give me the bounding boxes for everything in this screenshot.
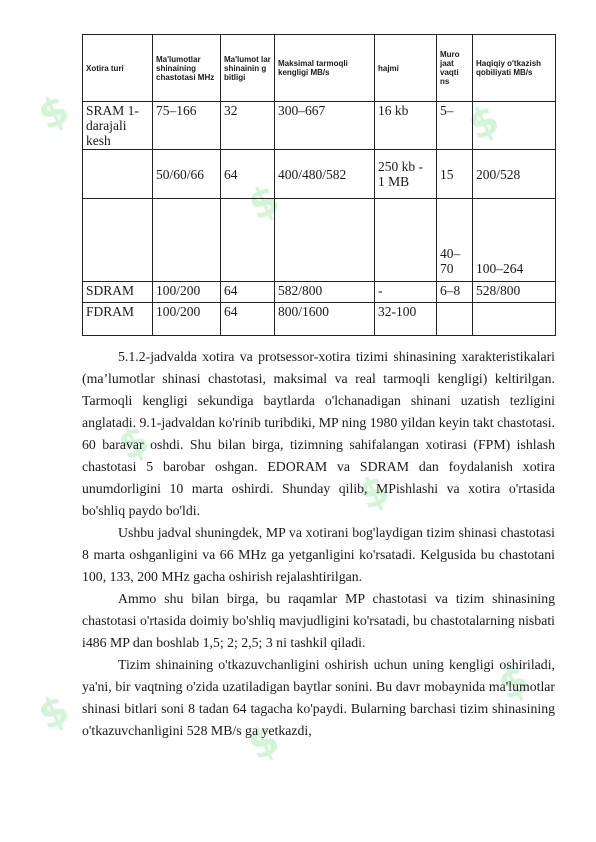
memory-bus-table — [82, 34, 556, 336]
table-cell: 100/200 — [153, 303, 221, 336]
watermark-glyph: $ — [241, 176, 287, 230]
table-cell: 5– — [437, 102, 473, 150]
watermark-glyph: $ — [111, 416, 157, 470]
header-cell: Ma'lumotlar shinaining chastotasi MHz — [153, 35, 221, 102]
table-cell: 100–264 — [473, 199, 556, 282]
table-cell: 64 — [221, 303, 275, 336]
header-cell: Maksimal tarmoqli kengligi MB/s — [275, 35, 375, 102]
table-cell: 400/480/582 — [275, 150, 375, 199]
table-row — [83, 102, 556, 150]
table-cell: SRAM 1-darajali kesh — [83, 102, 153, 150]
header-cell: Muro jaat vaqti ns — [437, 35, 473, 102]
paragraph: Ammo shu bilan birga, bu raqamlar MP chastotasi va tizim shinasining chastotasi o'rtasida doimiy bo'shliq mavjudligini ko'rsatadi, bu chastotalarning nisbati i486 MP dan boshlab 1,5; 2; 2,5; 3 ni tashkil qiladi. — [82, 591, 555, 650]
table-header-row — [83, 35, 556, 102]
table-cell: 100/200 — [153, 282, 221, 303]
table-row — [83, 199, 556, 282]
table-cell — [83, 199, 153, 282]
watermark-glyph: $ — [461, 96, 507, 150]
table-cell: 582/800 — [275, 282, 375, 303]
table-cell: 16 kb — [375, 102, 437, 150]
header-cell: Xotira turi — [83, 35, 153, 102]
table-cell: 50/60/66 — [153, 150, 221, 199]
table-cell: 800/1600 — [275, 303, 375, 336]
table-cell: 40–70 — [437, 199, 473, 282]
table-cell — [473, 303, 556, 336]
paragraph: Tizim shinaining o'tkazuvchanligini oshirish uchun uning kengligi oshiriladi, ya'ni, bir vaqtning o'zida uzatiladigan baytlar sonini. Bu davr mobaynida ma'lumotlar shinasi bitlari soni 8 tadan 64 tagacha ko'paydi. Bularning barchasi tizim shinasining o'tkazuvchanligini 528 MB/s ga yetkazdi, — [82, 657, 555, 738]
table-cell: 32-100 — [375, 303, 437, 336]
table-cell — [437, 303, 473, 336]
table-cell: 32 — [221, 102, 275, 150]
table-cell: 6–8 — [437, 282, 473, 303]
paragraph: 5.1.2-jadvalda xotira va protsessor-xotira tizimi shinasining xarakteristikalari (ma’lumotlar shinasi chastotasi, maksimal va real tarmoqli kengligi) keltirilgan. Tarmoqli kengligi sekundiga baytlarda o'lchanadigan shinani uzatish tezligini anglatadi. 9.1-jadvaldan ko'rinib turibdiki, MP ning 1980 yildan keyin takt chastotasi. 60 baravar oshdi. Shu bilan birga, tizimning sahifalangan xotirasi (FPM) ishlash chastotasi 5 barobar oshgan. EDORAM va SDRAM dan foydalanish xotira unumdorligini 10 marta oshirdi. Shunday qilib, MPishlashi va xotira o'rtasida bo'shliq paydo bo'ldi. — [82, 349, 555, 518]
header-cell: Ma'lumot lar shinainin g bitligi — [221, 35, 275, 102]
table-cell: 64 — [221, 150, 275, 199]
paragraph: Ushbu jadval shuningdek, MP va xotirani bog'laydigan tizim shinasi chastotasi 8 marta oshganligini va 66 MHz ga yetganligini ko'rsatadi. Kelgusida bu chastotani 100, 133, 200 MHz gacha oshirish rejalashtirilgan. — [82, 525, 555, 584]
watermark-glyph: $ — [491, 656, 537, 710]
table-cell: - — [375, 282, 437, 303]
table-cell: 250 kb - 1 MB — [375, 150, 437, 199]
table-cell — [221, 199, 275, 282]
table-row — [83, 303, 556, 336]
table-cell: 15 — [437, 150, 473, 199]
table-cell — [275, 199, 375, 282]
table-cell — [83, 150, 153, 199]
table-cell — [153, 199, 221, 282]
table-cell: FDRAM — [83, 303, 153, 336]
table-row — [83, 282, 556, 303]
table-cell: 75–166 — [153, 102, 221, 150]
table-cell: SDRAM — [83, 282, 153, 303]
watermark-glyph: $ — [351, 466, 397, 520]
table-cell: 200/528 — [473, 150, 556, 199]
table-cell — [473, 102, 556, 150]
table-cell: 64 — [221, 282, 275, 303]
header-cell: hajmi — [375, 35, 437, 102]
header-cell: Haqiqiy o'tkazish qobiliyati MB/s — [473, 35, 556, 102]
table-row — [83, 150, 556, 199]
watermark-glyph: $ — [31, 86, 77, 140]
table-cell: 300–667 — [275, 102, 375, 150]
watermark-glyph: $ — [241, 716, 287, 770]
watermark-glyph: $ — [31, 686, 77, 740]
table-cell — [375, 199, 437, 282]
body-text — [82, 346, 555, 742]
table-cell: 528/800 — [473, 282, 556, 303]
